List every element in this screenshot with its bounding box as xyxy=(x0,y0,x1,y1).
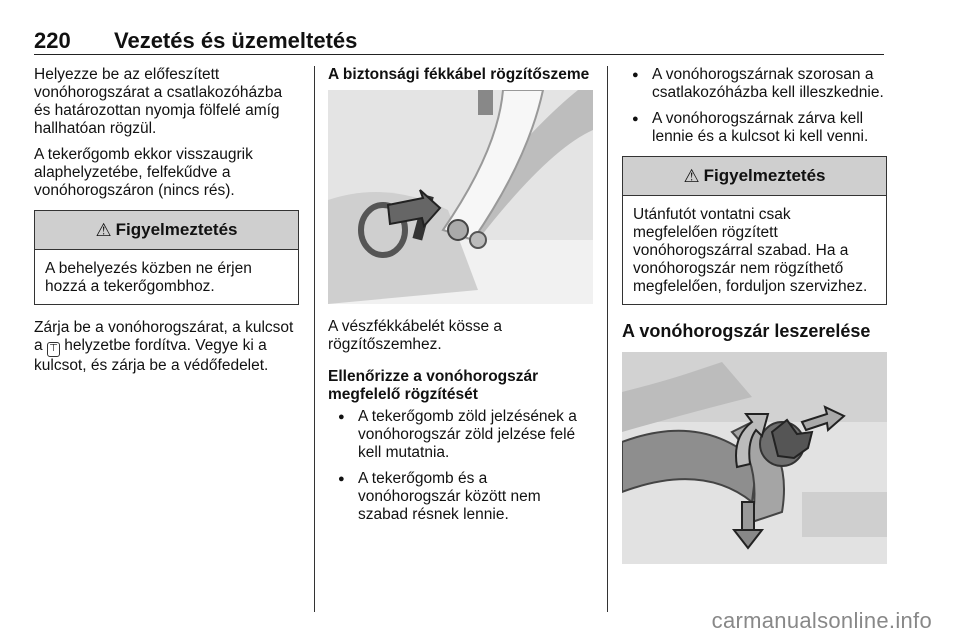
warning-title: Figyelmeztetés xyxy=(115,220,238,239)
page-header xyxy=(34,28,884,55)
warning-box xyxy=(34,210,299,305)
list-item: ● A tekerőgomb zöld jelzésének a vonóhorogszár zöld jelzése felé kell mutatnia. xyxy=(328,408,593,462)
watermark: carmanualsonline.info xyxy=(711,608,932,633)
lock-icon: ⊤ xyxy=(47,342,60,357)
paragraph-insert: Helyezze be az előfeszített vonóhorogszárat a csatlakozóházba és határozottan nyomja fölfelé amíg hallhatóan rögzül. xyxy=(34,66,283,137)
warning-triangle-icon: ⚠ xyxy=(95,219,112,240)
column-divider xyxy=(607,66,608,612)
subheading-check: Ellenőrizze a vonóhorogszár megfelelő rögzítését xyxy=(328,368,539,403)
warning-header xyxy=(623,157,886,196)
figure-towbar-removal xyxy=(622,352,887,564)
figure-caption: A vészfékkábelét kösse a rögzítőszemhez. xyxy=(328,318,503,353)
paragraph-knob: A tekerőgomb ekkor visszaugrik alaphelyzetébe, felfekűdve a vonóhorogszáron (nincs rés). xyxy=(34,146,253,199)
check-list xyxy=(328,408,593,524)
check-list-cont xyxy=(622,66,887,146)
paragraph-lock: Zárja be a vonóhorogszárat, a kulcsot a ⊤ helyzetbe fordítva. Vegye ki a kulcsot, és zárja be a védőfedelet. xyxy=(34,319,294,374)
warning-triangle-icon: ⚠ xyxy=(683,165,700,186)
list-item: ● A tekerőgomb és a vonóhorogszár között nem szabad résnek lennie. xyxy=(328,470,593,524)
warning-text: Utánfutót vontatni csak megfelelően rögzített vonóhorogszárral szabad. Ha a vonóhorogszár nem rögzíthető megfelelően, forduljon szervizhez. xyxy=(633,206,868,295)
column-3 xyxy=(622,66,887,564)
column-divider xyxy=(314,66,315,612)
column-2 xyxy=(328,66,593,532)
list-item: ● A vonóhorogszárnak szorosan a csatlakozóházba kell illeszkednie. xyxy=(622,66,887,102)
section-heading-removal: A vonóhorogszár leszerelése xyxy=(622,321,871,341)
list-item: ● A vonóhorogszárnak zárva kell lennie és a kulcsot ki kell venni. xyxy=(622,110,887,146)
column-1 xyxy=(34,66,299,383)
section-heading-eyelet: A biztonsági fékkábel rögzítőszeme xyxy=(328,66,590,83)
page-number: 220 xyxy=(34,28,71,53)
warning-text: A behelyezés közben ne érjen hozzá a tekerőgombhoz. xyxy=(45,260,252,295)
warning-header xyxy=(35,211,298,250)
warning-title: Figyelmeztetés xyxy=(703,166,826,185)
chapter-title: Vezetés és üzemeltetés xyxy=(114,28,358,53)
figure-safety-cable-eyelet xyxy=(328,90,593,304)
warning-box xyxy=(622,156,887,305)
